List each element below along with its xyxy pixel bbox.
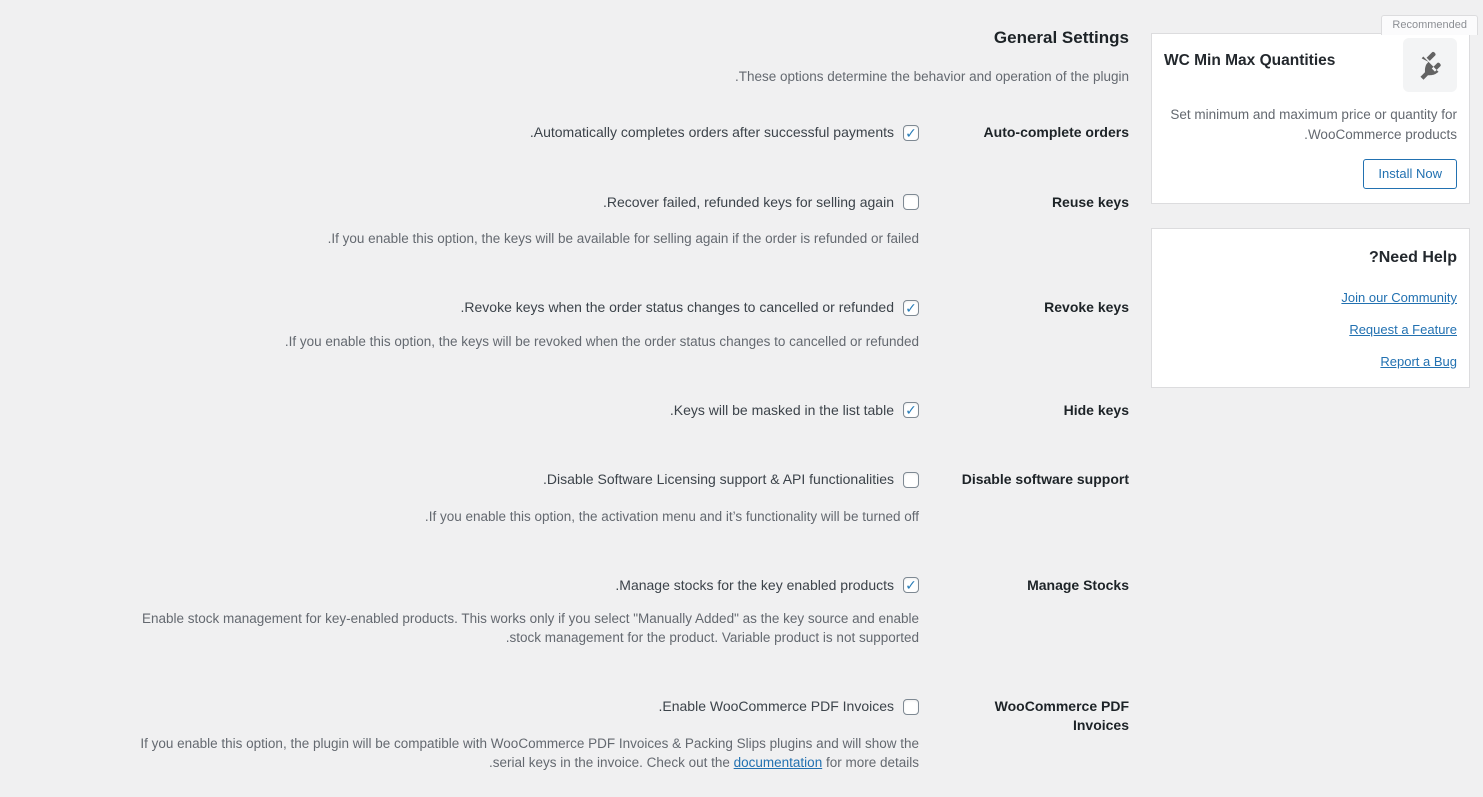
- checkbox-text: Disable Software Licensing support & API functionalities.: [543, 471, 894, 488]
- recommended-badge: Recommended: [1381, 15, 1478, 35]
- table-row: [13, 168, 1129, 274]
- checkbox[interactable]: [903, 699, 919, 715]
- checkbox-label-row[interactable]: [670, 401, 919, 420]
- setting-field: [13, 551, 919, 673]
- table-row: [13, 672, 1129, 797]
- setting-description: [107, 734, 919, 772]
- promo-plugin-description: Set minimum and maximum price or quantity for WooCommerce products.: [1170, 107, 1457, 142]
- table-row: [13, 273, 1129, 376]
- checkbox-label-row[interactable]: [530, 123, 919, 142]
- setting-label: WooCommerce PDF Invoices: [994, 698, 1129, 734]
- help-card-title: Need Help?: [1368, 249, 1457, 266]
- setting-field: [13, 273, 919, 376]
- setting-field: [13, 376, 919, 446]
- setting-label: Revoke keys: [1044, 299, 1129, 316]
- settings-form: [13, 98, 1129, 797]
- recommended-plugin-card: [1151, 19, 1470, 204]
- checkbox-text: Enable WooCommerce PDF Invoices.: [658, 698, 894, 715]
- promo-plugin-title: WC Min Max Quantities: [1164, 52, 1336, 69]
- setting-label: Manage Stocks: [1027, 576, 1129, 593]
- checkbox-text: Manage stocks for the key enabled products.: [615, 576, 894, 593]
- setting-description: If you enable this option, the keys will be available for selling again if the order is refunded or failed.: [327, 231, 919, 247]
- general-settings-section: [13, 0, 1129, 797]
- checkbox[interactable]: [903, 300, 919, 316]
- setting-field: [13, 672, 919, 797]
- table-row: [13, 445, 1129, 551]
- promo-card-header: [1164, 38, 1457, 92]
- need-help-card: [1151, 228, 1470, 388]
- install-now-button[interactable]: Install Now: [1363, 159, 1457, 189]
- checkbox-label-row[interactable]: [603, 193, 919, 212]
- checkbox[interactable]: [903, 472, 919, 488]
- documentation-link[interactable]: documentation: [733, 754, 823, 770]
- checkbox-text: Recover failed, refunded keys for selling again.: [602, 193, 894, 210]
- description-prefix: If you enable this option, the plugin will be compatible with WooCommerce PDF Invoices & Packing Slips plugins and will show the serial keys in the invoice. Check out the: [140, 735, 919, 770]
- request-feature-link[interactable]: Request a Feature: [1349, 322, 1457, 337]
- page-title: General Settings: [993, 28, 1129, 47]
- setting-description: If you enable this option, the keys will be revoked when the order status changes to cancelled or refunded.: [284, 333, 919, 349]
- setting-description: Enable stock management for key-enabled products. This works only if you select "Manually Added" as the key source and enable stock management for the product. Variable product is not supported.: [141, 611, 919, 646]
- sidebar: [1151, 0, 1470, 797]
- setting-label: Disable software support: [961, 471, 1129, 488]
- checkbox-label-row[interactable]: [543, 470, 919, 489]
- table-row: [13, 376, 1129, 446]
- page-subtitle: These options determine the behavior and operation of the plugin.: [734, 69, 1129, 85]
- checkbox[interactable]: [903, 402, 919, 418]
- checkbox-text: Keys will be masked in the list table.: [669, 401, 894, 418]
- checkbox-label-row[interactable]: [615, 576, 919, 595]
- checkbox-label-row[interactable]: [659, 697, 920, 716]
- checkbox-label-row[interactable]: [461, 298, 919, 317]
- table-row: [13, 98, 1129, 168]
- checkbox[interactable]: [903, 194, 919, 210]
- setting-label: Reuse keys: [1051, 193, 1129, 210]
- plug-icon: [1403, 38, 1457, 92]
- setting-label: Hide keys: [1063, 401, 1129, 418]
- join-community-link[interactable]: Join our Community: [1341, 290, 1457, 305]
- checkbox[interactable]: [903, 125, 919, 141]
- setting-field: [13, 445, 919, 551]
- setting-field: [13, 98, 919, 168]
- checkbox-text: Automatically completes orders after successful payments.: [529, 124, 894, 141]
- checkbox[interactable]: [903, 577, 919, 593]
- report-bug-link[interactable]: Report a Bug: [1380, 354, 1457, 369]
- table-row: [13, 551, 1129, 673]
- setting-field: [13, 168, 919, 274]
- description-suffix: for more details.: [489, 754, 919, 770]
- checkbox-text: Revoke keys when the order status changes to cancelled or refunded.: [460, 299, 894, 316]
- setting-label: Auto-complete orders: [983, 124, 1129, 141]
- setting-description: If you enable this option, the activation menu and it’s functionality will be turned off.: [424, 508, 919, 524]
